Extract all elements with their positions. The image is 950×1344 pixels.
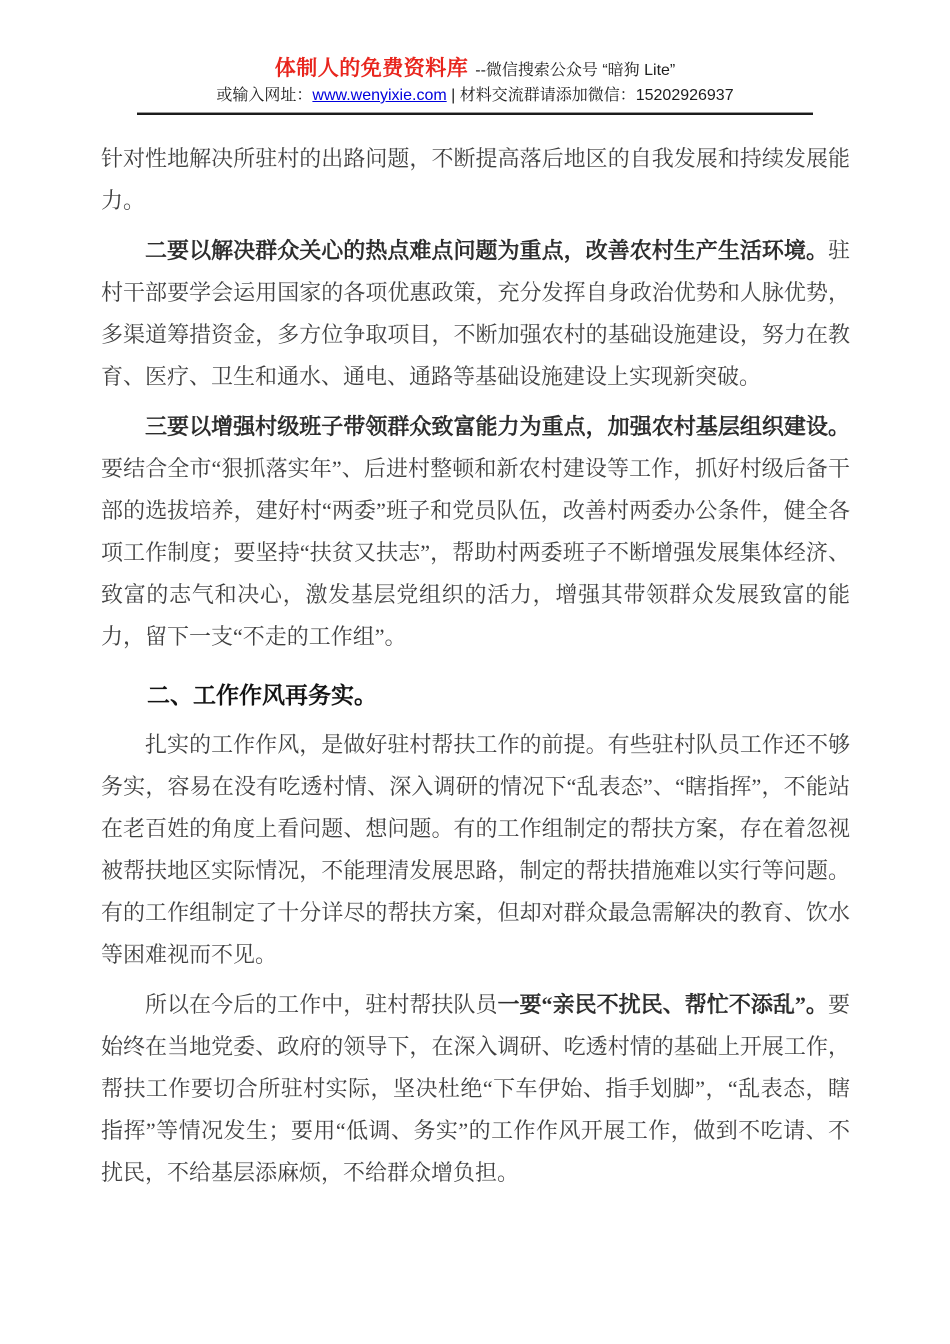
header-tagline: --微信搜索公众号 “暗狗 Lite” <box>475 62 676 79</box>
section-heading: 二、工作作风再务实。 <box>147 682 377 708</box>
paragraph <box>101 984 850 1194</box>
text-run: 所以在今后的工作中，驻村帮扶队员 <box>145 992 498 1017</box>
paragraph <box>101 406 850 658</box>
paragraph <box>101 230 850 398</box>
text-run: 要始终在当地党委、政府的领导下，在深入调研、吃透村情的基础上开展工作，帮扶工作要切合所驻村实际，坚决杜绝“下车伊始、指手划脚”，“乱表态，瞎指挥”等情况发生；要用“低调、务实”的工作作风开展工作，做到不吃请、不扰民，不给基层添麻烦，不给群众增负担。 <box>101 992 850 1185</box>
text-run: 针对性地解决所驻村的出路问题，不断提高落后地区的自我发展和持续发展能力。 <box>101 146 850 213</box>
header-contact: 材料交流群请添加微信：15202926937 <box>459 87 734 104</box>
bold-text-run: 一要“亲民不扰民、帮忙不添乱”。 <box>497 992 828 1017</box>
header-line2 <box>0 85 950 107</box>
page-header <box>0 0 950 115</box>
header-url-label: 或输入网址： <box>216 87 313 104</box>
paragraph <box>101 138 850 222</box>
paragraph <box>101 724 850 976</box>
text-run: 驻村干部要学会运用国家的各项优惠政策，充分发挥自身政治优势和人脉优势，多渠道筹措资金，多方位争取项目，不断加强农村的基础设施建设，努力在教育、医疗、卫生和通水、通电、通路等基础设施建设上实现新突破。 <box>101 238 850 389</box>
text-run: 扎实的工作作风，是做好驻村帮扶工作的前提。有些驻村队员工作还不够务实，容易在没有吃透村情、深入调研的情况下“乱表态”、“瞎指挥”，不能站在老百姓的角度上看问题、想问题。有的工作组制定的帮扶方案，存在着忽视被帮扶地区实际情况，不能理清发展思路，制定的帮扶措施难以实行等问题。有的工作组制定了十分详尽的帮扶方案，但却对群众最急需解决的教育、饮水等困难视而不见。 <box>101 732 850 967</box>
brand-text: 体制人的免费资料库 <box>274 57 469 80</box>
header-line1 <box>0 56 950 84</box>
header-divider <box>137 112 813 115</box>
header-separator: | <box>446 87 460 104</box>
bold-text-run: 三要以增强村级班子带领群众致富能力为重点，加强农村基层组织建设。 <box>145 414 850 439</box>
document-body <box>101 138 850 1194</box>
text-run: 要结合全市“狠抓落实年”、后进村整顿和新农村建设等工作，抓好村级后备干部的选拔培养，建好村“两委”班子和党员队伍，改善村两委办公条件，健全各项工作制度；要坚持“扶贫又扶志”，帮助村两委班子不断增强发展集体经济、致富的志气和决心，激发基层党组织的活力，增强其带领群众发展致富的能力，留下一支“不走的工作组”。 <box>101 456 850 649</box>
bold-text-run: 二要以解决群众关心的热点难点问题为重点，改善农村生产生活环境。 <box>145 238 828 263</box>
website-link[interactable]: www.wenyixie.com <box>312 87 447 104</box>
